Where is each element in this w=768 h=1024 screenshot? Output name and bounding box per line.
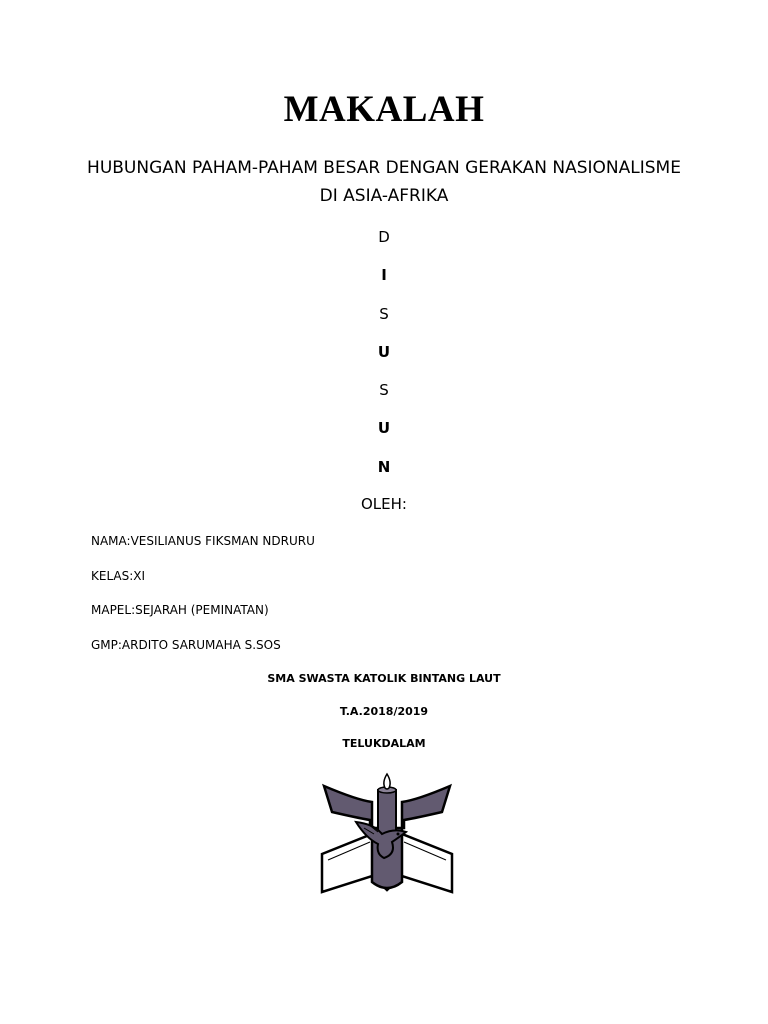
school-emblem-icon xyxy=(312,772,462,902)
disusun-vertical-text xyxy=(0,227,768,495)
disusun-letter: I xyxy=(381,266,387,285)
disusun-letter: D xyxy=(378,228,390,246)
document-subtitle xyxy=(40,154,728,210)
disusun-letter: S xyxy=(379,304,389,323)
subtitle-line-2: DI ASIA-AFRIKA xyxy=(319,186,449,206)
teacher: GMP:ARDITO SARUMAHA S.SOS xyxy=(91,638,281,653)
oleh-label: OLEH: xyxy=(361,495,407,513)
academic-year: T.A.2018/2019 xyxy=(339,704,429,718)
author-class: KELAS:XI xyxy=(91,568,146,583)
school-info xyxy=(0,671,768,769)
author-name: NAMA:VESILIANUS FIKSMAN NDRURU xyxy=(91,534,315,548)
school-name: SMA SWASTA KATOLIK BINTANG LAUT xyxy=(267,672,501,685)
subject: MAPEL:SEJARAH (PEMINATAN) xyxy=(91,603,269,618)
author-info xyxy=(91,533,315,672)
disusun-letter: U xyxy=(377,419,391,438)
disusun-letter: N xyxy=(377,457,391,476)
disusun-letter: S xyxy=(379,381,389,400)
disusun-letter: U xyxy=(377,342,391,361)
subtitle-line-1: HUBUNGAN PAHAM-PAHAM BESAR DENGAN GERAKAN NASIONALISME xyxy=(87,158,681,178)
school-location: TELUKDALAM xyxy=(342,737,426,750)
document-title: MAKALAH xyxy=(283,89,485,130)
